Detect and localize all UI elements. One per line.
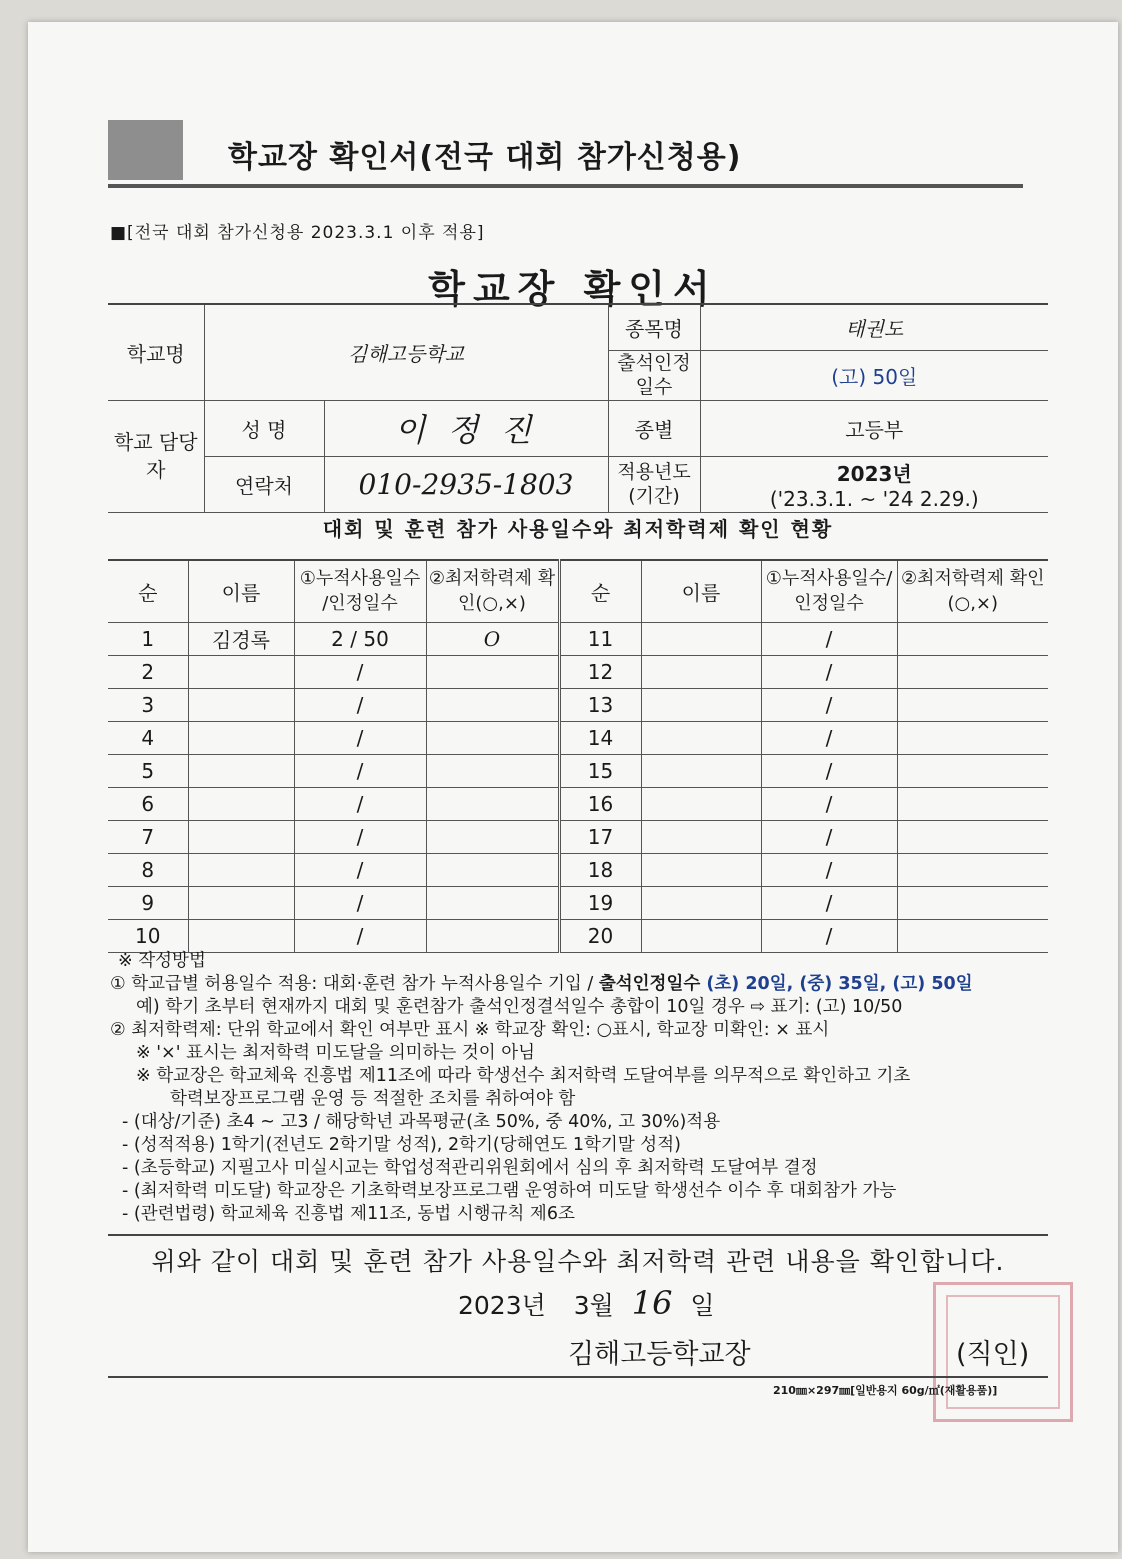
row-days-right: / xyxy=(761,787,897,820)
guide-detail-elementary: - (초등학교) 지필고사 미실시교는 학업성적관리위원회에서 심의 후 최저학력 도달여부 결정 xyxy=(122,1158,818,1178)
row-no: 9 xyxy=(108,886,188,919)
row-name xyxy=(188,655,294,688)
guide-note-principal-cont: 학력보장프로그램 운영 등 적절한 조치를 취하여야 함 xyxy=(170,1089,576,1109)
row-name-right xyxy=(641,622,761,655)
row-days: / xyxy=(294,853,426,886)
row-check xyxy=(426,919,559,952)
list-subheading: 대회 및 훈련 참가 사용일수와 최저학력제 확인 현황 xyxy=(322,517,834,541)
row-name-right xyxy=(641,853,761,886)
phone-label: 연락처 xyxy=(204,456,324,512)
table-row xyxy=(108,688,1048,721)
header-title: 학교장 확인서(전국 대회 참가신청용) xyxy=(228,140,742,175)
row-days-right: / xyxy=(761,655,897,688)
table-row xyxy=(108,622,1048,655)
guide-item-1-example: 예) 학기 초부터 현재까지 대회 및 훈련참가 출석인정결석일수 총합이 10일 경우 ⇨ 표기: (고) 10/50 xyxy=(136,997,903,1017)
row-name xyxy=(188,688,294,721)
row-days: / xyxy=(294,787,426,820)
row-check-right xyxy=(897,787,1048,820)
date-month: 3월 xyxy=(573,1291,614,1320)
col-header-name-right: 이름 xyxy=(641,560,761,622)
row-no-right: 15 xyxy=(559,754,641,787)
row-days: / xyxy=(294,886,426,919)
guide-detail-below-minimum: - (최저학력 미도달) 학교장은 기초학력보장프로그램 운영하여 미도달 학생선수 이수 후 대회참가 가능 xyxy=(122,1181,897,1201)
row-no-right: 20 xyxy=(559,919,641,952)
row-check-right xyxy=(897,655,1048,688)
row-no-right: 17 xyxy=(559,820,641,853)
guide-item-2: ② 최저학력제: 단위 학교에서 확인 여부만 표시 ※ 학교장 확인: ○표시, 학교장 미확인: × 표시 xyxy=(110,1020,830,1040)
col-header-name: 이름 xyxy=(188,560,294,622)
date-day: 16 xyxy=(631,1284,673,1322)
paper-spec: 210㎜×297㎜[일반용지 60g/㎡(재활용품)] xyxy=(773,1384,998,1397)
header-rule xyxy=(108,184,1023,188)
table-row xyxy=(108,655,1048,688)
row-name-right xyxy=(641,886,761,919)
header-block xyxy=(108,120,183,180)
row-days-right: / xyxy=(761,622,897,655)
row-check: O xyxy=(426,622,559,655)
contact-person-label: 학교 담당자 xyxy=(108,400,204,512)
row-name xyxy=(188,919,294,952)
table-row xyxy=(108,886,1048,919)
row-check xyxy=(426,853,559,886)
row-name xyxy=(188,754,294,787)
sport-label: 종목명 xyxy=(608,304,700,350)
table-row xyxy=(108,820,1048,853)
participant-table xyxy=(108,559,1048,953)
row-name-right xyxy=(641,919,761,952)
issue-date xyxy=(458,1284,715,1322)
row-check-right xyxy=(897,853,1048,886)
row-no: 7 xyxy=(108,820,188,853)
sport-value: 태권도 xyxy=(700,304,1048,350)
row-no: 3 xyxy=(108,688,188,721)
row-name-right xyxy=(641,754,761,787)
row-check xyxy=(426,886,559,919)
date-year: 2023년 xyxy=(458,1291,546,1320)
row-check xyxy=(426,787,559,820)
table-row xyxy=(108,919,1048,952)
col-header-no: 순 xyxy=(108,560,188,622)
period-value: ('23.3.1. ~ '24 2.29.) xyxy=(769,486,979,511)
row-check-right xyxy=(897,688,1048,721)
year-value: 2023년 xyxy=(836,461,912,486)
row-days: / xyxy=(294,655,426,688)
row-check xyxy=(426,655,559,688)
table-row xyxy=(108,853,1048,886)
table-row xyxy=(108,787,1048,820)
school-value: 김해고등학교 xyxy=(204,304,608,400)
row-no: 4 xyxy=(108,721,188,754)
row-days-right: / xyxy=(761,688,897,721)
document-sheet xyxy=(28,22,1118,1552)
col-header-check-right: ②최저학력제 확인(○,×) xyxy=(897,560,1048,622)
row-check xyxy=(426,688,559,721)
row-no-right: 13 xyxy=(559,688,641,721)
row-check-right xyxy=(897,754,1048,787)
year-cell xyxy=(700,456,1048,512)
row-name-right xyxy=(641,820,761,853)
row-check-right xyxy=(897,820,1048,853)
document-header xyxy=(108,120,1023,184)
row-name xyxy=(188,853,294,886)
row-check xyxy=(426,754,559,787)
row-days-right: / xyxy=(761,853,897,886)
row-name-right xyxy=(641,688,761,721)
date-day-suffix: 일 xyxy=(690,1291,715,1320)
year-label: 적용년도 (기간) xyxy=(608,456,700,512)
row-name: 김경록 xyxy=(188,622,294,655)
guide-detail-law: - (관련법령) 학교체육 진흥법 제11조, 동법 시행규칙 제6조 xyxy=(122,1204,575,1224)
row-name-right xyxy=(641,655,761,688)
row-no: 1 xyxy=(108,622,188,655)
row-no: 5 xyxy=(108,754,188,787)
row-days: / xyxy=(294,688,426,721)
attendance-label: 출석인정 일수 xyxy=(608,350,700,400)
row-days-right: / xyxy=(761,886,897,919)
row-name xyxy=(188,721,294,754)
attendance-value: (고) 50일 xyxy=(700,350,1048,400)
row-days-right: / xyxy=(761,919,897,952)
row-days-right: / xyxy=(761,721,897,754)
row-check xyxy=(426,820,559,853)
row-no-right: 19 xyxy=(559,886,641,919)
col-header-check: ②최저학력제 확인(○,×) xyxy=(426,560,559,622)
guide-heading: ※ 작성방법 xyxy=(118,951,206,971)
row-name-right xyxy=(641,721,761,754)
row-name xyxy=(188,820,294,853)
row-days: / xyxy=(294,919,426,952)
row-days: / xyxy=(294,820,426,853)
row-days: / xyxy=(294,754,426,787)
row-check xyxy=(426,721,559,754)
main-title: 학교장 확인서 xyxy=(428,267,718,311)
phone-value: 010-2935-1803 xyxy=(324,456,608,512)
row-check-right xyxy=(897,721,1048,754)
guide-note-principal: ※ 학교장은 학교체육 진흥법 제11조에 따라 학생선수 최저학력 도달여부를 의무적으로 확인하고 기초 xyxy=(136,1066,911,1086)
row-no: 2 xyxy=(108,655,188,688)
row-no-right: 12 xyxy=(559,655,641,688)
guide-detail-grades: - (성적적용) 1학기(전년도 2학기말 성적), 2학기(당해연도 1학기말 성적) xyxy=(122,1135,681,1155)
row-no: 6 xyxy=(108,787,188,820)
division-label: 종별 xyxy=(608,400,700,456)
row-no-right: 16 xyxy=(559,787,641,820)
row-days: 2 / 50 xyxy=(294,622,426,655)
principal-name: 김해고등학교장 xyxy=(568,1339,751,1370)
table-row xyxy=(108,721,1048,754)
row-name-right xyxy=(641,787,761,820)
writing-guide xyxy=(110,950,1040,1226)
row-check-right xyxy=(897,886,1048,919)
row-check-right xyxy=(897,919,1048,952)
col-header-days-right: ①누적사용일수/ 인정일수 xyxy=(761,560,897,622)
info-table xyxy=(108,303,1048,513)
row-check-right xyxy=(897,622,1048,655)
guide-detail-target: - (대상/기준) 초4 ~ 고3 / 해당학년 과목평균(초 50%, 중 40%, 고 30%)적용 xyxy=(122,1112,721,1132)
row-no: 8 xyxy=(108,853,188,886)
seal-label: (직인) xyxy=(956,1339,1030,1370)
row-days: / xyxy=(294,721,426,754)
name-label: 성 명 xyxy=(204,400,324,456)
table-row xyxy=(108,754,1048,787)
name-value: 이 정 진 xyxy=(324,400,608,456)
guide-item-1: ① 학교급별 허용일수 적용: 대회·훈련 참가 누적사용일수 기입 / 출석인정일수 (초) 20일, (중) 35일, (고) 50일 xyxy=(110,974,973,994)
row-no-right: 14 xyxy=(559,721,641,754)
row-no: 10 xyxy=(108,919,188,952)
row-no-right: 11 xyxy=(559,622,641,655)
row-name xyxy=(188,886,294,919)
notice-text: ■[전국 대회 참가신청용 2023.3.1 이후 적용] xyxy=(110,223,485,243)
footer-rule xyxy=(108,1376,1048,1378)
col-header-days: ①누적사용일수 /인정일수 xyxy=(294,560,426,622)
row-name xyxy=(188,787,294,820)
school-label: 학교명 xyxy=(108,304,204,400)
division-value: 고등부 xyxy=(700,400,1048,456)
confirmation-statement: 위와 같이 대회 및 훈련 참가 사용일수와 최저학력 관련 내용을 확인합니다. xyxy=(108,1234,1048,1278)
row-days-right: / xyxy=(761,754,897,787)
row-days-right: / xyxy=(761,820,897,853)
row-no-right: 18 xyxy=(559,853,641,886)
guide-note-x-mark: ※ '×' 표시는 최저학력 미도달을 의미하는 것이 아님 xyxy=(136,1043,536,1063)
col-header-no-right: 순 xyxy=(559,560,641,622)
